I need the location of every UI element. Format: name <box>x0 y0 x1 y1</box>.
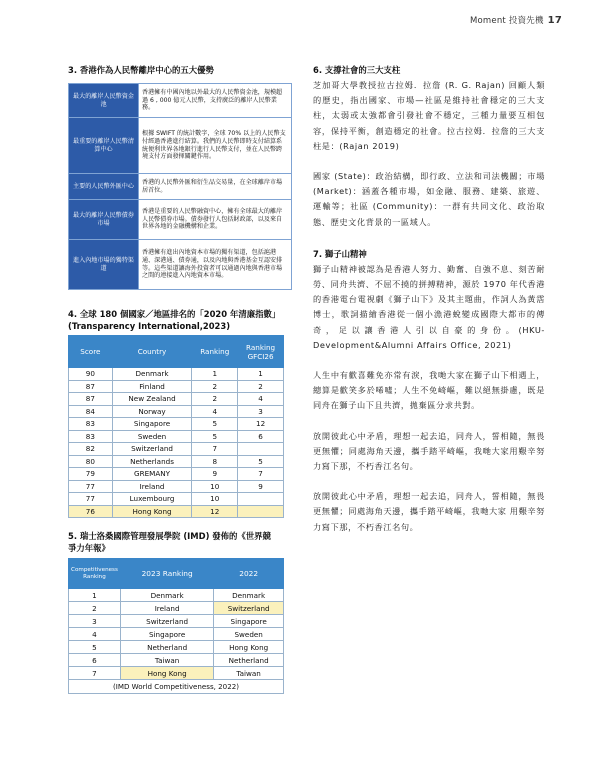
cell-country: GREMANY <box>112 468 192 481</box>
row-value: 香港擁有進出內地資本市場的獨有渠道，包括滬港通、深港通、債券通，以及內地與香港基金互認安排等。這些渠道讓海外投資者可以通過內地與香港市場之間的連接進入內地資本市場。 <box>139 240 292 290</box>
table-row <box>69 602 284 615</box>
table-header-row <box>69 559 284 589</box>
section6-paragraph-2: 國家 (State)：政治結構，即行政、立法和司法機關；市場 (Market)：涵蓋各種市場，如金融、服務、建築、旅遊、運輸等；社區 (Community)：一群有共同文化、政治取態、歷史文化背景的一區域人。 <box>313 171 545 227</box>
right-column <box>313 64 545 535</box>
table-row <box>69 418 284 431</box>
cell-y2023: Singapore <box>120 628 213 641</box>
cell-ranking: 5 <box>192 430 238 443</box>
cell-gfci: 3 <box>238 405 284 418</box>
cell-y2023: Denmark <box>120 589 213 602</box>
transparency-table <box>68 335 284 518</box>
col-header-gfci: Ranking GFCI26 <box>238 336 284 368</box>
cell-ranking: 2 <box>192 393 238 406</box>
row-value: 根據 SWIFT 的統計數字，全球 70% 以上的人民幣支付經過香港進行結算。我們的人民幣即時支付結算系統便利世界各地銀行進行人民幣支付，並在人民幣跨境支付方面發揮關鍵作用。 <box>139 118 292 174</box>
cell-country: Norway <box>112 405 192 418</box>
cell-y2022: Sweden <box>214 628 284 641</box>
cell-y2022: Netherland <box>214 654 284 667</box>
cell-y2023: Switzerland <box>120 615 213 628</box>
col-header-ranking: Ranking <box>192 336 238 368</box>
table-row <box>69 380 284 393</box>
cell-y2023: Hong Kong <box>120 667 213 680</box>
section7-paragraph-4: 放開彼此心中矛盾，理想一起去追，同舟人，誓相隨，無畏更無懼；同處海角天邊，攜手踏平崎嶇，我哋大家 用艱辛努力寫下那，不朽香江名句。 <box>313 491 545 532</box>
table-row <box>69 118 292 174</box>
section6-paragraph-1: 芝加哥大學教授拉古拉姆．拉詹 (R. G. Rajan) 回顧人類的歷史，指出國家、市場—社區是維持社會穩定的三大支柱，太弱或太強都會引發社會不穩定，三種力量要互相包容，保持平衡，創造穩定的社會。拉古拉姆．拉詹的三大支柱是：(Rajan 2019) <box>313 80 545 151</box>
table-row <box>69 430 284 443</box>
cell-y2022: Singapore <box>214 615 284 628</box>
col-header-2022: 2022 <box>214 559 284 589</box>
table-row <box>69 641 284 654</box>
row-value: 香港的人民幣外匯和衍生品交易量，在全球離岸市場居首位。 <box>139 174 292 200</box>
row-value: 香港是重要的人民幣融資中心，擁有全球最大的離岸人民幣債券市場。債券發行人包括財政部，以及來自世界各地的金融機構和企業。 <box>139 200 292 240</box>
cell-country: Finland <box>112 380 192 393</box>
cell-country: Hong Kong <box>112 505 192 518</box>
cell-ranking: 12 <box>192 505 238 518</box>
cell-y2022: Denmark <box>214 589 284 602</box>
cell-ranking: 4 <box>192 405 238 418</box>
cell-country: Singapore <box>112 418 192 431</box>
table-row <box>69 589 284 602</box>
cell-y2023: Netherland <box>120 641 213 654</box>
cell-score: 80 <box>69 455 113 468</box>
competitiveness-table-body <box>69 589 284 680</box>
table-row <box>69 200 292 240</box>
cell-ranking: 8 <box>192 455 238 468</box>
cell-y2022: Switzerland <box>214 602 284 615</box>
cell-rank: 4 <box>69 628 121 641</box>
table-row <box>69 443 284 456</box>
table-source-row <box>69 680 284 694</box>
cell-score: 79 <box>69 468 113 481</box>
cell-gfci: 4 <box>238 393 284 406</box>
col-header-rank: Competitiveness Ranking <box>69 559 121 589</box>
cell-ranking: 10 <box>192 493 238 506</box>
cell-rank: 7 <box>69 667 121 680</box>
cell-ranking: 7 <box>192 443 238 456</box>
cell-country: Switzerland <box>112 443 192 456</box>
section5-title-line1: 5. 瑞士洛桑國際管理發展學院 (IMD) 發佈的《世界競 <box>68 531 271 541</box>
cell-country: Sweden <box>112 430 192 443</box>
cell-country: New Zealand <box>112 393 192 406</box>
table-row <box>69 405 284 418</box>
cell-gfci: 6 <box>238 430 284 443</box>
table-row <box>69 393 284 406</box>
page-header <box>470 14 562 26</box>
section5-title <box>68 530 298 554</box>
section5-title-line2: 爭力年報》 <box>68 543 110 553</box>
cell-ranking: 5 <box>192 418 238 431</box>
cell-country: Denmark <box>112 368 192 381</box>
page-number: 17 <box>547 15 562 26</box>
cell-y2023: Ireland <box>120 602 213 615</box>
row-value: 香港擁有中國內地以外最大的人民幣資金池，規模超過 6 , 000 億元人民幣，支持廣泛的離岸人民幣業務。 <box>139 84 292 118</box>
cell-score: 90 <box>69 368 113 381</box>
cell-country: Ireland <box>112 480 192 493</box>
section7-paragraph-2: 人生中有歡喜難免亦常有淚，我哋大家在獅子山下相遇上，總算是歡笑多於唏噓；人生不免崎嶇，難以絕無掛慮，既是同舟在獅子山下且共濟，拋棄區分求共對。 <box>313 370 545 411</box>
table-row <box>69 480 284 493</box>
cell-rank: 6 <box>69 654 121 667</box>
cell-score: 83 <box>69 430 113 443</box>
cell-gfci <box>238 493 284 506</box>
cell-ranking: 10 <box>192 480 238 493</box>
table-row <box>69 667 284 680</box>
cell-score: 82 <box>69 443 113 456</box>
table-row <box>69 84 292 118</box>
row-key: 進入內地市場的獨特渠道 <box>69 240 139 290</box>
section6-title: 6. 支撐社會的三大支柱 <box>313 65 401 75</box>
cell-y2022: Hong Kong <box>214 641 284 654</box>
table-source: (IMD World Competitiveness, 2022) <box>69 680 284 694</box>
table-header-row <box>69 336 284 368</box>
row-key: 最大的離岸人民幣債券市場 <box>69 200 139 240</box>
col-header-score: Score <box>69 336 113 368</box>
table-row <box>69 505 284 518</box>
section3-title: 3. 香港作為人民幣離岸中心的五大優勢 <box>68 65 214 75</box>
cell-ranking: 9 <box>192 468 238 481</box>
cell-country: Netherlands <box>112 455 192 468</box>
cell-rank: 5 <box>69 641 121 654</box>
table-row <box>69 174 292 200</box>
transparency-table-body <box>69 368 284 518</box>
cell-score: 87 <box>69 393 113 406</box>
row-key: 主要的人民幣外匯中心 <box>69 174 139 200</box>
cell-y2022: Taiwan <box>214 667 284 680</box>
table-row <box>69 368 284 381</box>
cell-score: 77 <box>69 480 113 493</box>
cell-ranking: 2 <box>192 380 238 393</box>
section4-title-line2: (Transparency International,2023) <box>68 321 231 331</box>
cell-gfci: 12 <box>238 418 284 431</box>
row-key: 最重要的離岸人民幣清算中心 <box>69 118 139 174</box>
col-header-country: Country <box>112 336 192 368</box>
table-row <box>69 468 284 481</box>
table-row <box>69 493 284 506</box>
row-key: 最大的離岸人民幣資金池 <box>69 84 139 118</box>
cell-gfci: 2 <box>238 380 284 393</box>
cell-score: 84 <box>69 405 113 418</box>
cell-score: 83 <box>69 418 113 431</box>
table-row <box>69 240 292 290</box>
cell-rank: 3 <box>69 615 121 628</box>
cell-score: 87 <box>69 380 113 393</box>
cell-gfci: 9 <box>238 480 284 493</box>
cell-gfci <box>238 443 284 456</box>
cell-y2023: Taiwan <box>120 654 213 667</box>
table-row <box>69 628 284 641</box>
left-column <box>68 64 298 694</box>
table-row <box>69 615 284 628</box>
cell-gfci: 1 <box>238 368 284 381</box>
cell-ranking: 1 <box>192 368 238 381</box>
cell-gfci <box>238 505 284 518</box>
col-header-2023: 2023 Ranking <box>120 559 213 589</box>
cell-rank: 2 <box>69 602 121 615</box>
header-title: Moment 投資先機 <box>470 16 544 26</box>
section7-title: 7. 獅子山精神 <box>313 248 367 259</box>
cell-score: 76 <box>69 505 113 518</box>
table-row <box>69 455 284 468</box>
cell-score: 77 <box>69 493 113 506</box>
cell-gfci: 5 <box>238 455 284 468</box>
rmb-advantages-table <box>68 83 292 290</box>
cell-rank: 1 <box>69 589 121 602</box>
table-row <box>69 654 284 667</box>
section4-title <box>68 308 298 332</box>
section7-paragraph-3: 放開彼此心中矛盾，理想一起去追，同舟人，誓相隨，無畏更無懼；同處海角天邊，攜手踏平崎嶇，我哋大家用艱辛努力寫下那，不朽香江名句。 <box>313 430 545 472</box>
cell-gfci: 7 <box>238 468 284 481</box>
section7-paragraph-1: 獅子山精神被認為是香港人努力、勤奮、自強不息、刻苦耐勞、同舟共濟、不屈不撓的拼搏精神，源於 1970 年代香港的香港電台電視劇《獅子山下》及其主題曲，作詞人為黃霑博士，歌詞描繪香港從一個小漁港蛻變成國際大都市的傳奇，足以讓香港人引以自豪的身份。(HKU-Development&Alumni Affairs Office, 2021) <box>313 263 545 350</box>
section4-title-line1: 4. 全球 180 個國家／地區排名的「2020 年清廉指數」 <box>68 309 281 319</box>
cell-country: Luxembourg <box>112 493 192 506</box>
competitiveness-table <box>68 558 284 694</box>
